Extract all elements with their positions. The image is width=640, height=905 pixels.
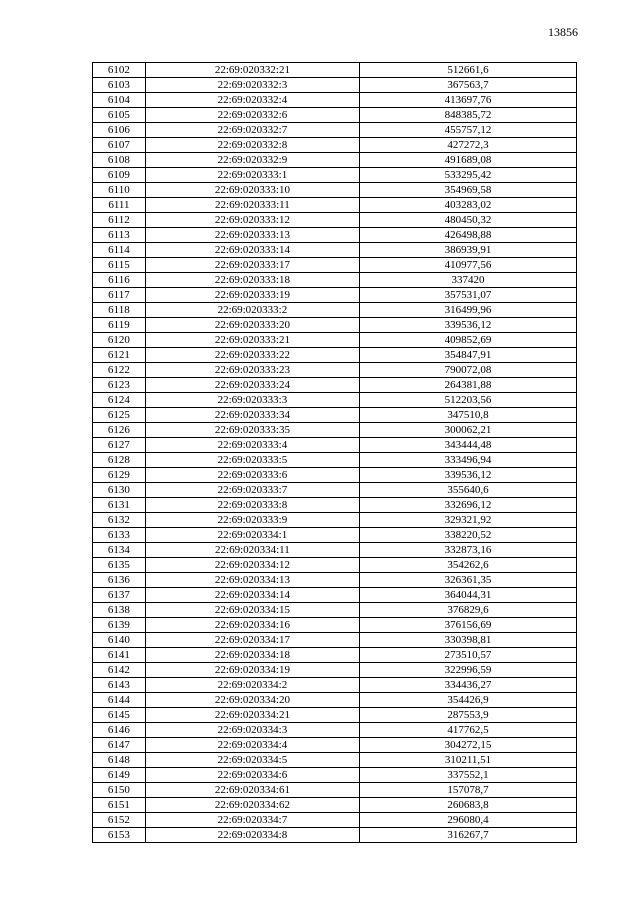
cadastral-value-cell: 426498,88 <box>359 228 576 243</box>
cadastral-value-table <box>92 62 577 843</box>
row-number-cell: 6147 <box>93 738 146 753</box>
cadastral-value-cell: 338220,52 <box>359 528 576 543</box>
cadastral-value-cell: 347510,8 <box>359 408 576 423</box>
cadastral-number-cell: 22:69:020333:11 <box>145 198 359 213</box>
table-row <box>93 813 577 828</box>
cadastral-number-cell: 22:69:020333:18 <box>145 273 359 288</box>
row-number-cell: 6129 <box>93 468 146 483</box>
cadastral-value-cell: 316499,96 <box>359 303 576 318</box>
row-number-cell: 6112 <box>93 213 146 228</box>
cadastral-number-cell: 22:69:020333:4 <box>145 438 359 453</box>
cadastral-value-cell: 413697,76 <box>359 93 576 108</box>
cadastral-number-cell: 22:69:020332:21 <box>145 63 359 78</box>
cadastral-number-cell: 22:69:020333:9 <box>145 513 359 528</box>
cadastral-value-cell: 480450,32 <box>359 213 576 228</box>
cadastral-value-cell: 354262,6 <box>359 558 576 573</box>
table-row <box>93 678 577 693</box>
row-number-cell: 6128 <box>93 453 146 468</box>
cadastral-value-cell: 354426,9 <box>359 693 576 708</box>
cadastral-value-cell: 337420 <box>359 273 576 288</box>
row-number-cell: 6141 <box>93 648 146 663</box>
row-number-cell: 6109 <box>93 168 146 183</box>
cadastral-value-cell: 376829,6 <box>359 603 576 618</box>
row-number-cell: 6148 <box>93 753 146 768</box>
table-row <box>93 168 577 183</box>
table-row <box>93 78 577 93</box>
row-number-cell: 6104 <box>93 93 146 108</box>
cadastral-number-cell: 22:69:020332:3 <box>145 78 359 93</box>
cadastral-value-cell: 157078,7 <box>359 783 576 798</box>
table-row <box>93 573 577 588</box>
cadastral-value-cell: 790072,08 <box>359 363 576 378</box>
row-number-cell: 6137 <box>93 588 146 603</box>
cadastral-number-cell: 22:69:020332:9 <box>145 153 359 168</box>
row-number-cell: 6146 <box>93 723 146 738</box>
cadastral-number-cell: 22:69:020333:6 <box>145 468 359 483</box>
cadastral-value-cell: 264381,88 <box>359 378 576 393</box>
cadastral-number-cell: 22:69:020333:22 <box>145 348 359 363</box>
row-number-cell: 6151 <box>93 798 146 813</box>
cadastral-number-cell: 22:69:020333:21 <box>145 333 359 348</box>
row-number-cell: 6135 <box>93 558 146 573</box>
cadastral-number-cell: 22:69:020333:12 <box>145 213 359 228</box>
page-number: 13856 <box>548 25 578 39</box>
row-number-cell: 6149 <box>93 768 146 783</box>
table-row <box>93 198 577 213</box>
row-number-cell: 6131 <box>93 498 146 513</box>
cadastral-number-cell: 22:69:020334:4 <box>145 738 359 753</box>
cadastral-number-cell: 22:69:020333:35 <box>145 423 359 438</box>
table-row <box>93 498 577 513</box>
table-row <box>93 468 577 483</box>
row-number-cell: 6113 <box>93 228 146 243</box>
row-number-cell: 6145 <box>93 708 146 723</box>
row-number-cell: 6143 <box>93 678 146 693</box>
cadastral-value-cell: 310211,51 <box>359 753 576 768</box>
cadastral-number-cell: 22:69:020333:7 <box>145 483 359 498</box>
table-row <box>93 348 577 363</box>
cadastral-number-cell: 22:69:020332:7 <box>145 123 359 138</box>
row-number-cell: 6123 <box>93 378 146 393</box>
table-row <box>93 558 577 573</box>
cadastral-number-cell: 22:69:020334:15 <box>145 603 359 618</box>
table-row <box>93 408 577 423</box>
cadastral-number-cell: 22:69:020334:12 <box>145 558 359 573</box>
cadastral-value-cell: 357531,07 <box>359 288 576 303</box>
cadastral-number-cell: 22:69:020334:21 <box>145 708 359 723</box>
cadastral-value-cell: 332696,12 <box>359 498 576 513</box>
cadastral-value-cell: 316267,7 <box>359 828 576 843</box>
cadastral-number-cell: 22:69:020333:19 <box>145 288 359 303</box>
table-row <box>93 228 577 243</box>
row-number-cell: 6124 <box>93 393 146 408</box>
cadastral-number-cell: 22:69:020334:17 <box>145 633 359 648</box>
cadastral-number-cell: 22:69:020333:13 <box>145 228 359 243</box>
table-row <box>93 378 577 393</box>
cadastral-value-cell: 339536,12 <box>359 318 576 333</box>
cadastral-number-cell: 22:69:020334:18 <box>145 648 359 663</box>
table-row <box>93 333 577 348</box>
row-number-cell: 6118 <box>93 303 146 318</box>
table-row <box>93 753 577 768</box>
table-row <box>93 303 577 318</box>
row-number-cell: 6138 <box>93 603 146 618</box>
table-row <box>93 273 577 288</box>
cadastral-value-cell: 386939,91 <box>359 243 576 258</box>
table-row <box>93 393 577 408</box>
cadastral-value-cell: 330398,81 <box>359 633 576 648</box>
cadastral-number-cell: 22:69:020334:19 <box>145 663 359 678</box>
row-number-cell: 6116 <box>93 273 146 288</box>
row-number-cell: 6107 <box>93 138 146 153</box>
row-number-cell: 6150 <box>93 783 146 798</box>
cadastral-value-cell: 333496,94 <box>359 453 576 468</box>
row-number-cell: 6119 <box>93 318 146 333</box>
table-row <box>93 633 577 648</box>
table-row <box>93 663 577 678</box>
row-number-cell: 6139 <box>93 618 146 633</box>
row-number-cell: 6106 <box>93 123 146 138</box>
table-row <box>93 243 577 258</box>
cadastral-number-cell: 22:69:020333:2 <box>145 303 359 318</box>
cadastral-number-cell: 22:69:020333:23 <box>145 363 359 378</box>
cadastral-value-cell: 329321,92 <box>359 513 576 528</box>
row-number-cell: 6125 <box>93 408 146 423</box>
table-row <box>93 618 577 633</box>
row-number-cell: 6103 <box>93 78 146 93</box>
cadastral-number-cell: 22:69:020334:8 <box>145 828 359 843</box>
cadastral-value-cell: 417762,5 <box>359 723 576 738</box>
cadastral-value-cell: 367563,7 <box>359 78 576 93</box>
table-row <box>93 123 577 138</box>
cadastral-number-cell: 22:69:020332:6 <box>145 108 359 123</box>
cadastral-number-cell: 22:69:020333:14 <box>145 243 359 258</box>
cadastral-number-cell: 22:69:020333:5 <box>145 453 359 468</box>
table-row <box>93 528 577 543</box>
row-number-cell: 6132 <box>93 513 146 528</box>
table-row <box>93 483 577 498</box>
cadastral-value-cell: 533295,42 <box>359 168 576 183</box>
row-number-cell: 6121 <box>93 348 146 363</box>
row-number-cell: 6115 <box>93 258 146 273</box>
cadastral-value-cell: 376156,69 <box>359 618 576 633</box>
cadastral-value-cell: 296080,4 <box>359 813 576 828</box>
cadastral-value-cell: 260683,8 <box>359 798 576 813</box>
table-row <box>93 153 577 168</box>
cadastral-value-cell: 334436,27 <box>359 678 576 693</box>
cadastral-value-cell: 409852,69 <box>359 333 576 348</box>
cadastral-number-cell: 22:69:020333:34 <box>145 408 359 423</box>
table-row <box>93 648 577 663</box>
row-number-cell: 6133 <box>93 528 146 543</box>
table-row <box>93 183 577 198</box>
cadastral-value-cell: 354969,58 <box>359 183 576 198</box>
table-row <box>93 93 577 108</box>
table-row <box>93 603 577 618</box>
cadastral-number-cell: 22:69:020334:5 <box>145 753 359 768</box>
cadastral-value-cell: 273510,57 <box>359 648 576 663</box>
cadastral-number-cell: 22:69:020332:8 <box>145 138 359 153</box>
row-number-cell: 6136 <box>93 573 146 588</box>
table-row <box>93 693 577 708</box>
cadastral-value-cell: 322996,59 <box>359 663 576 678</box>
cadastral-number-cell: 22:69:020334:62 <box>145 798 359 813</box>
row-number-cell: 6105 <box>93 108 146 123</box>
row-number-cell: 6122 <box>93 363 146 378</box>
row-number-cell: 6110 <box>93 183 146 198</box>
cadastral-value-cell: 300062,21 <box>359 423 576 438</box>
row-number-cell: 6114 <box>93 243 146 258</box>
cadastral-number-cell: 22:69:020334:1 <box>145 528 359 543</box>
table-row <box>93 288 577 303</box>
table-row <box>93 768 577 783</box>
table-row <box>93 708 577 723</box>
row-number-cell: 6134 <box>93 543 146 558</box>
cadastral-number-cell: 22:69:020334:11 <box>145 543 359 558</box>
table-row <box>93 453 577 468</box>
table-row <box>93 513 577 528</box>
cadastral-number-cell: 22:69:020332:4 <box>145 93 359 108</box>
table-row <box>93 438 577 453</box>
table-row <box>93 363 577 378</box>
cadastral-value-cell: 364044,31 <box>359 588 576 603</box>
cadastral-number-cell: 22:69:020334:6 <box>145 768 359 783</box>
row-number-cell: 6102 <box>93 63 146 78</box>
cadastral-value-cell: 848385,72 <box>359 108 576 123</box>
table-row <box>93 798 577 813</box>
cadastral-value-cell: 512203,56 <box>359 393 576 408</box>
table-row <box>93 783 577 798</box>
row-number-cell: 6142 <box>93 663 146 678</box>
cadastral-value-cell: 304272,15 <box>359 738 576 753</box>
cadastral-number-cell: 22:69:020334:16 <box>145 618 359 633</box>
cadastral-value-cell: 512661,6 <box>359 63 576 78</box>
table-row <box>93 423 577 438</box>
table-row <box>93 138 577 153</box>
table-row <box>93 723 577 738</box>
row-number-cell: 6144 <box>93 693 146 708</box>
row-number-cell: 6126 <box>93 423 146 438</box>
row-number-cell: 6130 <box>93 483 146 498</box>
table-row <box>93 318 577 333</box>
row-number-cell: 6140 <box>93 633 146 648</box>
row-number-cell: 6117 <box>93 288 146 303</box>
row-number-cell: 6152 <box>93 813 146 828</box>
cadastral-value-cell: 455757,12 <box>359 123 576 138</box>
cadastral-value-cell: 287553,9 <box>359 708 576 723</box>
cadastral-value-cell: 355640,6 <box>359 483 576 498</box>
cadastral-number-cell: 22:69:020333:10 <box>145 183 359 198</box>
cadastral-value-cell: 337552,1 <box>359 768 576 783</box>
table-row <box>93 258 577 273</box>
cadastral-value-cell: 354847,91 <box>359 348 576 363</box>
cadastral-number-cell: 22:69:020334:3 <box>145 723 359 738</box>
cadastral-number-cell: 22:69:020334:14 <box>145 588 359 603</box>
cadastral-number-cell: 22:69:020333:1 <box>145 168 359 183</box>
table-row <box>93 588 577 603</box>
row-number-cell: 6108 <box>93 153 146 168</box>
table-body <box>93 63 577 843</box>
cadastral-number-cell: 22:69:020333:3 <box>145 393 359 408</box>
cadastral-value-cell: 332873,16 <box>359 543 576 558</box>
cadastral-value-cell: 427272,3 <box>359 138 576 153</box>
cadastral-value-cell: 491689,08 <box>359 153 576 168</box>
cadastral-value-cell: 343444,48 <box>359 438 576 453</box>
cadastral-number-cell: 22:69:020333:20 <box>145 318 359 333</box>
cadastral-number-cell: 22:69:020333:17 <box>145 258 359 273</box>
cadastral-number-cell: 22:69:020333:24 <box>145 378 359 393</box>
cadastral-value-cell: 326361,35 <box>359 573 576 588</box>
cadastral-number-cell: 22:69:020334:7 <box>145 813 359 828</box>
table-row <box>93 213 577 228</box>
row-number-cell: 6111 <box>93 198 146 213</box>
cadastral-value-cell: 403283,02 <box>359 198 576 213</box>
table-row <box>93 108 577 123</box>
table-row <box>93 543 577 558</box>
cadastral-value-cell: 410977,56 <box>359 258 576 273</box>
cadastral-number-cell: 22:69:020334:61 <box>145 783 359 798</box>
row-number-cell: 6153 <box>93 828 146 843</box>
cadastral-number-cell: 22:69:020334:2 <box>145 678 359 693</box>
table-row <box>93 738 577 753</box>
table-row <box>93 828 577 843</box>
row-number-cell: 6120 <box>93 333 146 348</box>
row-number-cell: 6127 <box>93 438 146 453</box>
cadastral-number-cell: 22:69:020334:13 <box>145 573 359 588</box>
cadastral-value-cell: 339536,12 <box>359 468 576 483</box>
table-row <box>93 63 577 78</box>
cadastral-number-cell: 22:69:020333:8 <box>145 498 359 513</box>
cadastral-number-cell: 22:69:020334:20 <box>145 693 359 708</box>
